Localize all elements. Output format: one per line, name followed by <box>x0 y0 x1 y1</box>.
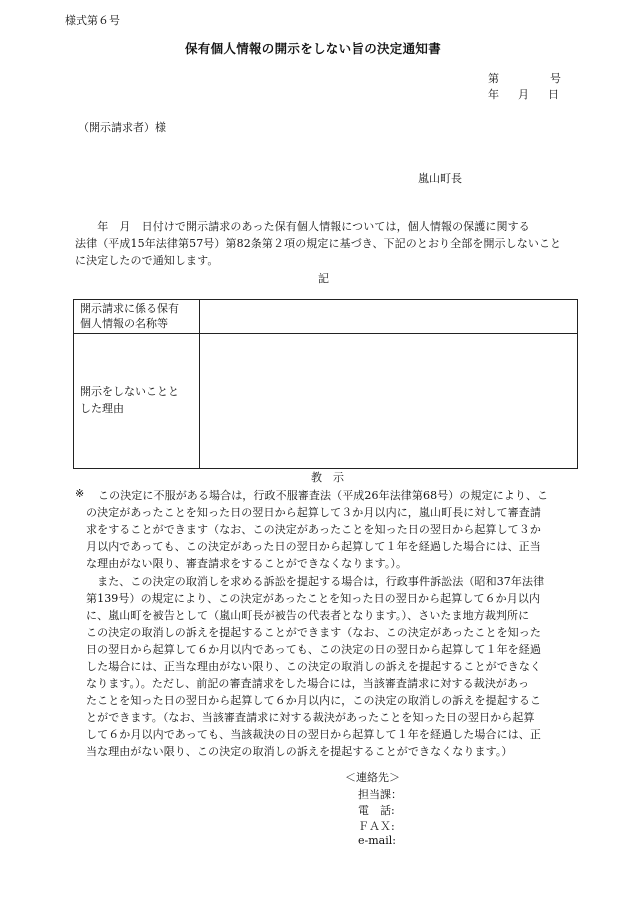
kyouji-line: の決定があったことを知った日の翌日から起算して３か月以内に，嵐山町長に対して審査請 <box>86 506 541 519</box>
kyouji-line: なります。）。ただし、前記の審査請求をした場合には，当該審査請求に対する裁決があっ <box>86 677 530 690</box>
kyouji-line: 日の翌日から起算して６か月以内であっても、この決定の日の翌日から起算して１年を経過 <box>86 643 541 656</box>
body-line: に決定したので通知します。 <box>75 254 219 267</box>
row1-label-line: 開示請求に係る保有 <box>80 302 179 315</box>
page-title: 保有個人情報の開示をしない旨の決定通知書 <box>185 41 442 56</box>
kyouji-line: 求をすることができます（なお、この決定があったことを知った日の翌日から起算して３か <box>86 523 541 536</box>
kyouji-line: たことを知った日の翌日から起算して６か月以内に，この決定の取消しの訴えを提起するこ <box>86 694 542 707</box>
date-day: 日 <box>548 88 559 101</box>
form-number: 様式第６号 <box>65 14 120 27</box>
contact-phone: 電 話: <box>358 804 395 817</box>
doc-number-dai: 第 <box>488 72 499 85</box>
table-column-divider <box>199 300 200 468</box>
detail-table <box>73 299 578 469</box>
row2-label-line: した理由 <box>80 402 124 415</box>
row2-label-line: 開示をしないことと <box>80 385 179 398</box>
kyouji-line: また、この決定の取消しを求める訴訟を提起する場合は，行政事件訴訟法（昭和37年法律 <box>86 575 545 588</box>
kyouji-line: な理由がない限り、審査請求をすることができなくなります。）。 <box>86 557 408 570</box>
body-line: 年 月 日付けで開示請求のあった保有個人情報については，個人情報の保護に関する <box>75 220 530 233</box>
kyouji-line: した場合には、正当な理由がない限り、この決定の取消しの訴えを提起することができなく <box>86 660 542 673</box>
row1-label-line: 個人情報の名称等 <box>80 317 168 330</box>
kyouji-line: 第139号）の規定により、この決定があったことを知った日の翌日から起算して６か月以内 <box>86 592 541 605</box>
ki-heading: 記 <box>318 272 329 285</box>
kyouji-line: この決定に不服がある場合は，行政不服審査法（平成26年法律第68号）の規定により、こ <box>98 489 549 502</box>
date-month: 月 <box>518 88 529 101</box>
contact-department: 担当課： <box>358 788 402 801</box>
contact-fax: ＦＡＸ: <box>358 820 395 833</box>
contact-email: e-mail: <box>358 834 396 847</box>
kyouji-heading: 教 示 <box>311 471 344 484</box>
kyouji-line: 当な理由がない限り、この決定の取消しの訴えを提起することができなくなります。） <box>86 745 513 758</box>
kyouji-mark: ※ <box>75 487 85 500</box>
kyouji-line: この決定の取消しの訴えを提起することができます（なお、この決定があったことを知った <box>86 626 541 639</box>
kyouji-line: に、嵐山町を被告として（嵐山町長が被告の代表者となります。）、さいたま地方裁判所に <box>86 609 530 622</box>
kyouji-line: して６か月以内であっても、当該裁決の日の翌日から起算して１年を経過した場合には、正 <box>86 728 541 741</box>
contact-heading: ＜連絡先＞ <box>345 771 400 784</box>
addressee: （開示請求者）様 <box>78 121 166 134</box>
date-year: 年 <box>488 88 499 101</box>
doc-number-gou: 号 <box>550 72 561 85</box>
sender: 嵐山町長 <box>418 172 462 185</box>
table-row-divider <box>74 333 577 334</box>
kyouji-line: 月以内であっても、この決定があった日の翌日から起算して１年を経過した場合には、正当 <box>86 540 541 553</box>
body-line: 法律（平成15年法律第57号）第82条第２項の規定に基づき、下記のとおり全部を開示しないこと <box>75 237 562 250</box>
kyouji-line: とができます。（なお、当該審査請求に対する裁決があったことを知った日の翌日から起算 <box>86 711 535 724</box>
